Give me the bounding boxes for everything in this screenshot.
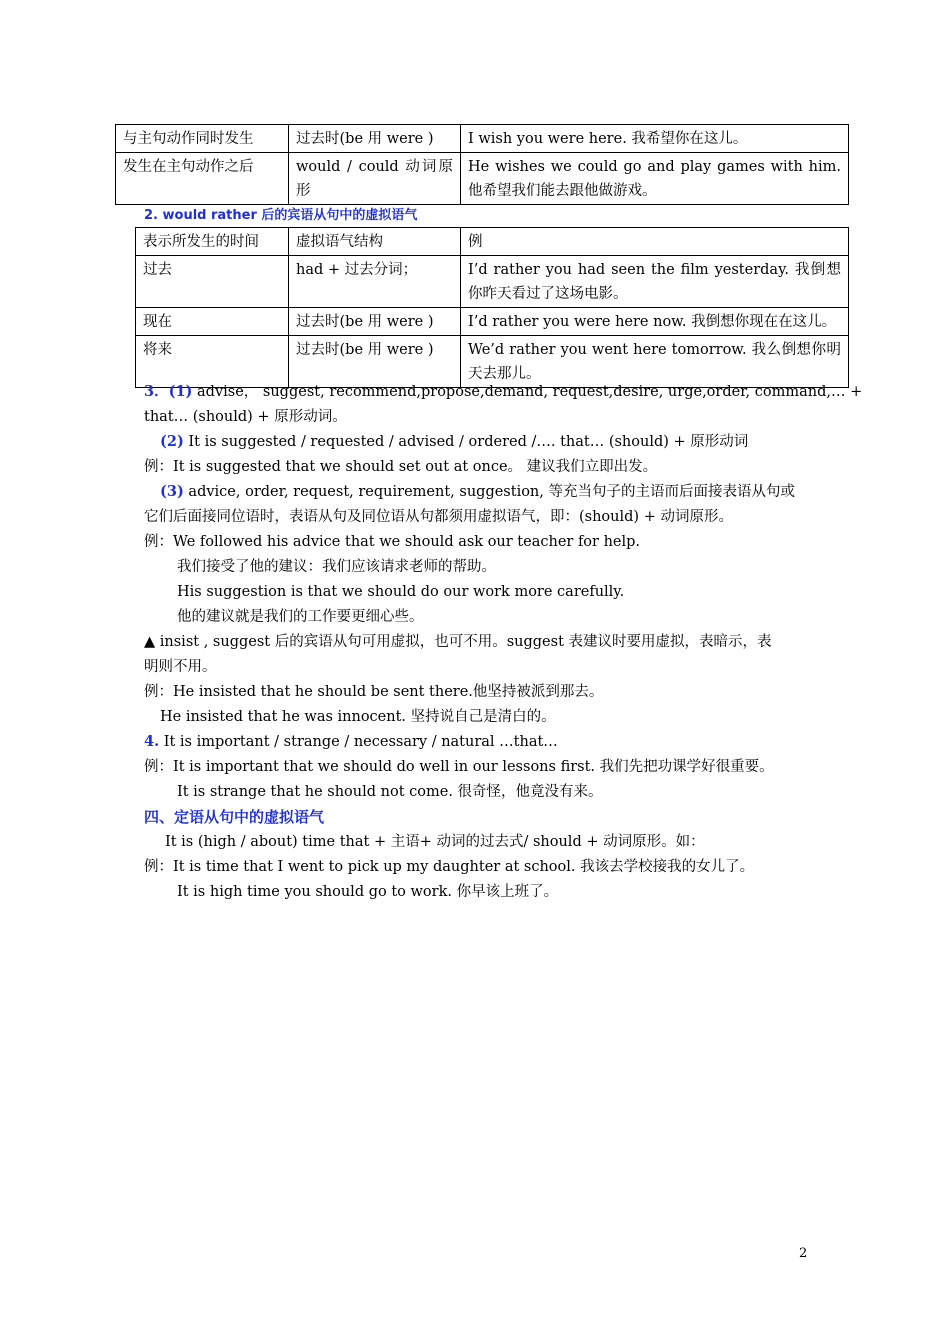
example-line: 例：It is time that I went to pick up my daughter at school. 我该去学校接我的女儿了。 xyxy=(144,859,755,875)
table-cell: had + 过去分词； xyxy=(289,256,461,308)
example-line: He insisted that he was innocent. 坚持说自己是清白的。 xyxy=(160,709,556,725)
example-line: 我们接受了他的建议：我们应该请求老师的帮助。 xyxy=(177,559,496,575)
table-cell: 过去时(be 用 were ) xyxy=(289,308,461,336)
table-header-row xyxy=(136,228,849,256)
example-line: 例：He insisted that he should be sent there.他坚持被派到那去。 xyxy=(144,684,604,700)
section-title: 后的宾语从句中的虚拟语气 xyxy=(256,208,418,223)
table-cell: 现在 xyxy=(136,308,289,336)
subjunctive-wish-table xyxy=(115,124,849,205)
note-line: 明则不用。 xyxy=(144,659,217,675)
section-heading-would-rather xyxy=(144,205,417,226)
table-cell: 发生在主句动作之后 xyxy=(116,153,289,205)
body-text: It is suggested / requested / advised / ordered /…. that… (should) + 原形动词 xyxy=(183,434,749,450)
table-cell: 将来 xyxy=(136,336,289,388)
table-cell: 过去 xyxy=(136,256,289,308)
rule-line: It is (high / about) time that + 主语+ 动词的过去式/ should + 动词原形。如： xyxy=(165,834,705,850)
body-text: advice, order, request, requirement, suggestion, 等充当句子的主语而后面接表语从句或 xyxy=(183,484,795,500)
note-line: ▲ insist , suggest 后的宾语从句可用虚拟，也可不用。suggest 表建议时要用虚拟，表暗示，表 xyxy=(144,634,772,650)
section-number: 2. would rather xyxy=(144,208,257,223)
table-cell: I wish you were here. 我希望你在这儿。 xyxy=(461,125,849,153)
s3-line-1 xyxy=(144,382,862,402)
table-header-cell: 虚拟语气结构 xyxy=(289,228,461,256)
example-line: It is high time you should go to work. 你早该上班了。 xyxy=(177,884,559,900)
table-cell: We’d rather you went here tomorrow. 我么倒想你明天去那儿。 xyxy=(461,336,849,388)
would-rather-table xyxy=(135,227,849,388)
page-number: 2 xyxy=(799,1246,808,1261)
table-cell: 与主句动作同时发生 xyxy=(116,125,289,153)
example-line: His suggestion is that we should do our work more carefully. xyxy=(177,584,625,600)
table-row xyxy=(116,125,849,153)
table-header-cell: 表示所发生的时间 xyxy=(136,228,289,256)
section-number: 4. xyxy=(144,733,160,750)
example-line: It is strange that he should not come. 很奇怪，他竟没有来。 xyxy=(177,784,603,800)
table-row xyxy=(116,153,849,205)
section-heading-attributive: 四、定语从句中的虚拟语气 xyxy=(144,808,325,826)
table-cell: He wishes we could go and play games with him. 他希望我们能去跟他做游戏。 xyxy=(461,153,849,205)
s4-line xyxy=(144,732,558,752)
table-row xyxy=(136,336,849,388)
body-line: 它们后面接同位语时，表语从句及同位语从句都须用虚拟语气，即：(should) + 动词原形。 xyxy=(144,509,733,525)
table-row xyxy=(136,256,849,308)
table-cell: I’d rather you were here now. 我倒想你现在在这儿。 xyxy=(461,308,849,336)
table-cell: would / could 动词原形 xyxy=(289,153,461,205)
example-line: 他的建议就是我们的工作要更细心些。 xyxy=(177,609,424,625)
table-header-cell: 例 xyxy=(461,228,849,256)
table-cell: I’d rather you had seen the film yesterday. 我倒想你昨天看过了这场电影。 xyxy=(461,256,849,308)
table-row xyxy=(136,308,849,336)
point-number: (3) xyxy=(160,483,184,500)
example-line: 例：It is suggested that we should set out at once。 建议我们立即出发。 xyxy=(144,459,658,475)
body-text: advise， suggest, recommend,propose,demand, request,desire, urge,order, command,… + xyxy=(192,384,863,400)
s3-point-2 xyxy=(160,432,748,452)
table-cell: 过去时(be 用 were ) xyxy=(289,336,461,388)
section-number: 3．(1) xyxy=(144,383,193,400)
point-number: (2) xyxy=(160,433,184,450)
body-text: It is important / strange / necessary / natural …that… xyxy=(159,734,558,750)
example-line: 例：It is important that we should do well in our lessons first. 我们先把功课学好很重要。 xyxy=(144,759,774,775)
table-cell: 过去时(be 用 were ) xyxy=(289,125,461,153)
example-line: 例：We followed his advice that we should ask our teacher for help. xyxy=(144,534,641,550)
s3-line-2: that… (should) + 原形动词。 xyxy=(144,409,347,425)
s3-point-3 xyxy=(160,482,795,502)
